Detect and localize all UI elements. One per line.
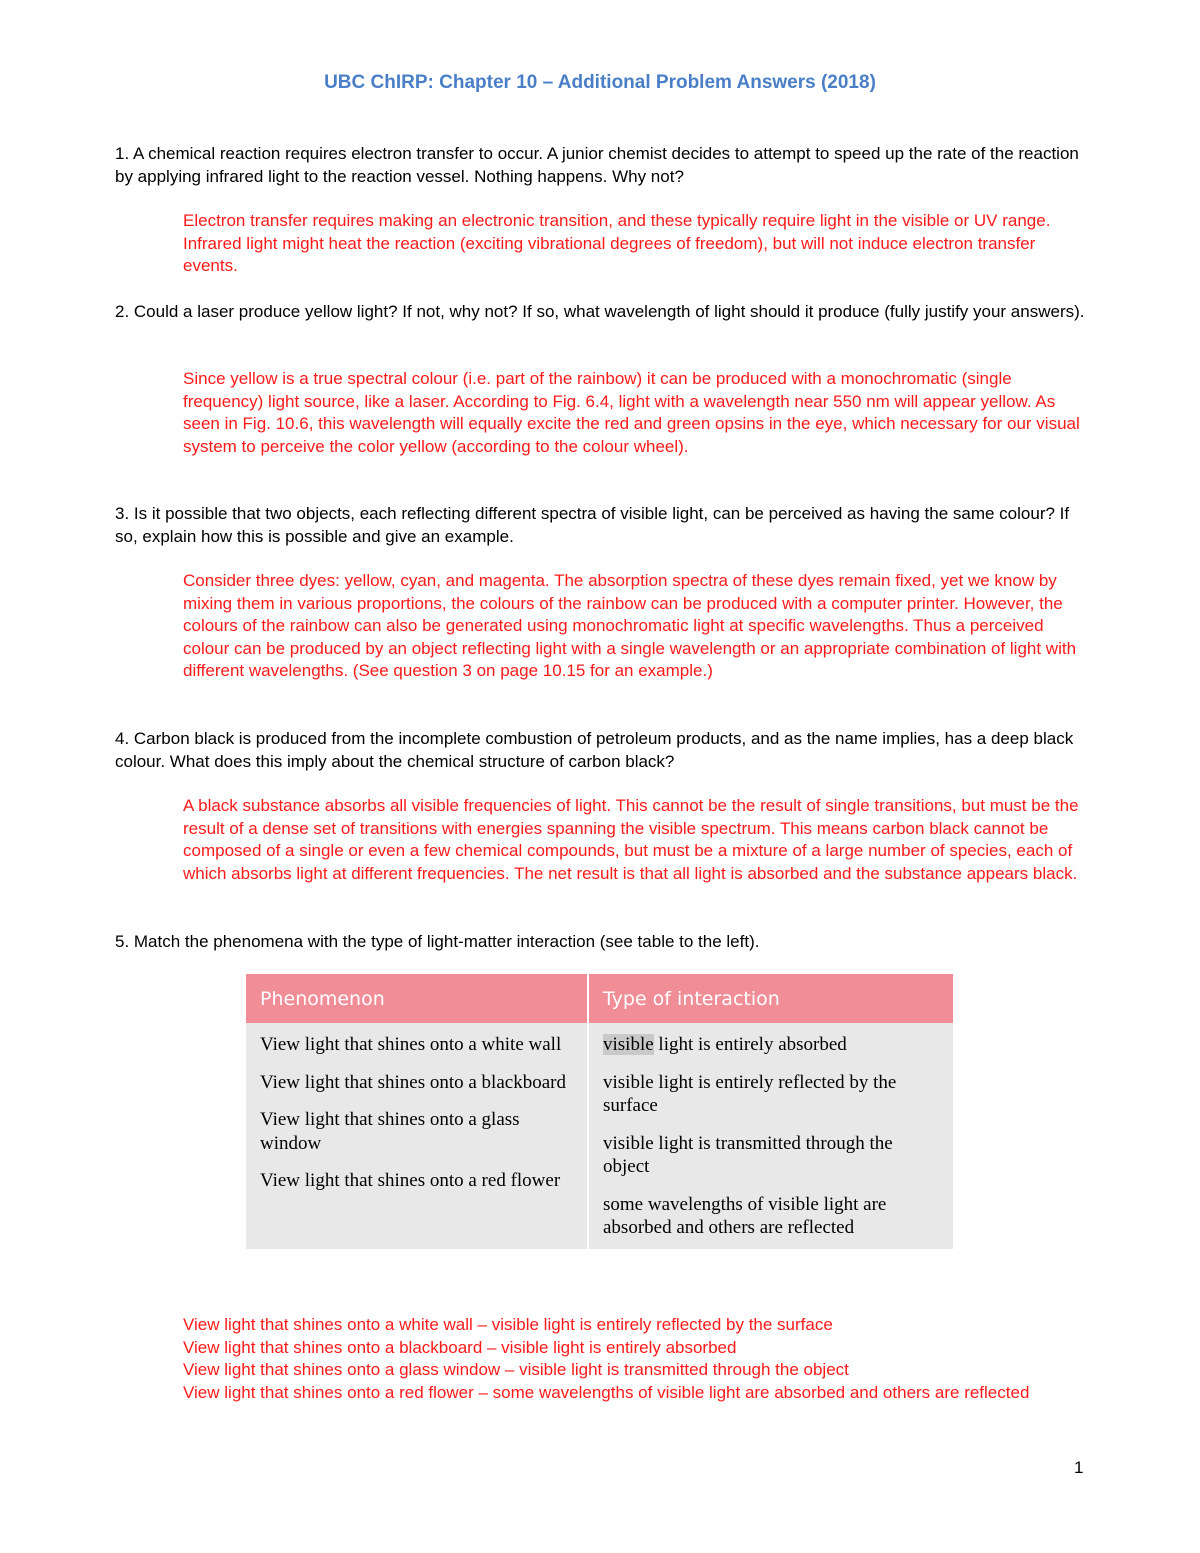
phenomenon-item: View light that shines onto a white wall (260, 1034, 562, 1055)
interaction-item: visible light is entirely reflected by the surface (603, 1071, 897, 1116)
interaction-item: some wavelengths of visible light are absorbed and others are reflected (603, 1193, 887, 1238)
page-title: UBC ChIRP: Chapter 10 – Additional Problem Answers (2018) (324, 72, 876, 93)
match-answer-line: View light that shines onto a white wall – visible light is entirely reflected by the surface (183, 1315, 833, 1334)
table-row (246, 1023, 953, 1249)
match-answer-line: View light that shines onto a red flower – some wavelengths of visible light are absorbed and others are reflected (183, 1382, 1030, 1402)
phenomenon-item: View light that shines onto a blackboard (260, 1071, 566, 1093)
match-answers (183, 1314, 1093, 1404)
table-header-row (246, 974, 953, 1023)
match-answer-line: View light that shines onto a blackboard – visible light is entirely absorbed (183, 1337, 737, 1357)
question-2: 2. Could a laser produce yellow light? If not, why not? If so, what wavelength of light should it produce (fully justify your answers). (115, 302, 1085, 321)
page-number: 1 (1074, 1458, 1084, 1477)
match-table (246, 974, 953, 1249)
answer-2: Since yellow is a true spectral colour (i.e. part of the rainbow) it can be produced with a monochromatic (single frequency) light source, like a laser. According to Fig. 6.4, light with a wavelength near 550 nm will appear yellow. As seen in Fig. 10.6, this wavelength will equally excite the red and green opsins in the eye, which necessary for our visual system to perceive the color yellow (according to the colour wheel). (183, 369, 1080, 456)
header-phenomenon: Phenomenon (246, 974, 588, 1023)
interaction-item (603, 1033, 939, 1057)
interaction-item: visible light is transmitted through the object (603, 1132, 893, 1177)
interactions-cell (588, 1023, 953, 1249)
phenomena-cell (246, 1023, 588, 1249)
answer-4: A black substance absorbs all visible frequencies of light. This cannot be the result of single transitions, but must be the result of a dense set of transitions with energies spanning the visible spectrum. This means carbon black cannot be composed of a single or even a few chemical compounds, but must be a mixture of a large number of species, each of which absorbs light at different frequencies. The net result is that all light is absorbed and the substance appears black. (183, 796, 1079, 883)
answer-1: Electron transfer requires making an electronic transition, and these typically require light in the visible or UV range. Infrared light might heat the reaction (exciting vibrational degrees of freedom), but will not induce electron transfer events. (183, 211, 1051, 275)
phenomenon-item: View light that shines onto a glass window (260, 1109, 520, 1154)
match-answer-line: View light that shines onto a glass window – visible light is transmitted through the object (183, 1360, 849, 1379)
question-3: 3. Is it possible that two objects, each reflecting different spectra of visible light, can be perceived as having the same colour? If so, explain how this is possible and give an example. (115, 504, 1070, 546)
answer-3: Consider three dyes: yellow, cyan, and magenta. The absorption spectra of these dyes remain fixed, yet we know by mixing them in various proportions, the colours of the rainbow can be produced with a computer printer. However, the colours of the rainbow can also be generated using monochromatic light at specific wavelengths. Thus a perceived colour can be produced by an object reflecting light with a single wavelength or an appropriate combination of light with different wavelengths. (See question 3 on page 10.15 for an example.) (183, 571, 1077, 680)
header-type-of-interaction: Type of interaction (588, 974, 953, 1023)
highlighted-word: visible (603, 1034, 654, 1055)
interaction-item-text: light is entirely absorbed (653, 1034, 847, 1055)
question-5: 5. Match the phenomena with the type of light-matter interaction (see table to the left). (115, 932, 760, 951)
question-1: 1. A chemical reaction requires electron transfer to occur. A junior chemist decides to attempt to speed up the rate of the reaction by applying infrared light to the reaction vessel. Nothing happens. Why not? (115, 144, 1079, 186)
phenomenon-item: View light that shines onto a red flower (260, 1170, 561, 1191)
question-4: 4. Carbon black is produced from the incomplete combustion of petroleum products, and as the name implies, has a deep black colour. What does this imply about the chemical structure of carbon black? (115, 729, 1074, 771)
